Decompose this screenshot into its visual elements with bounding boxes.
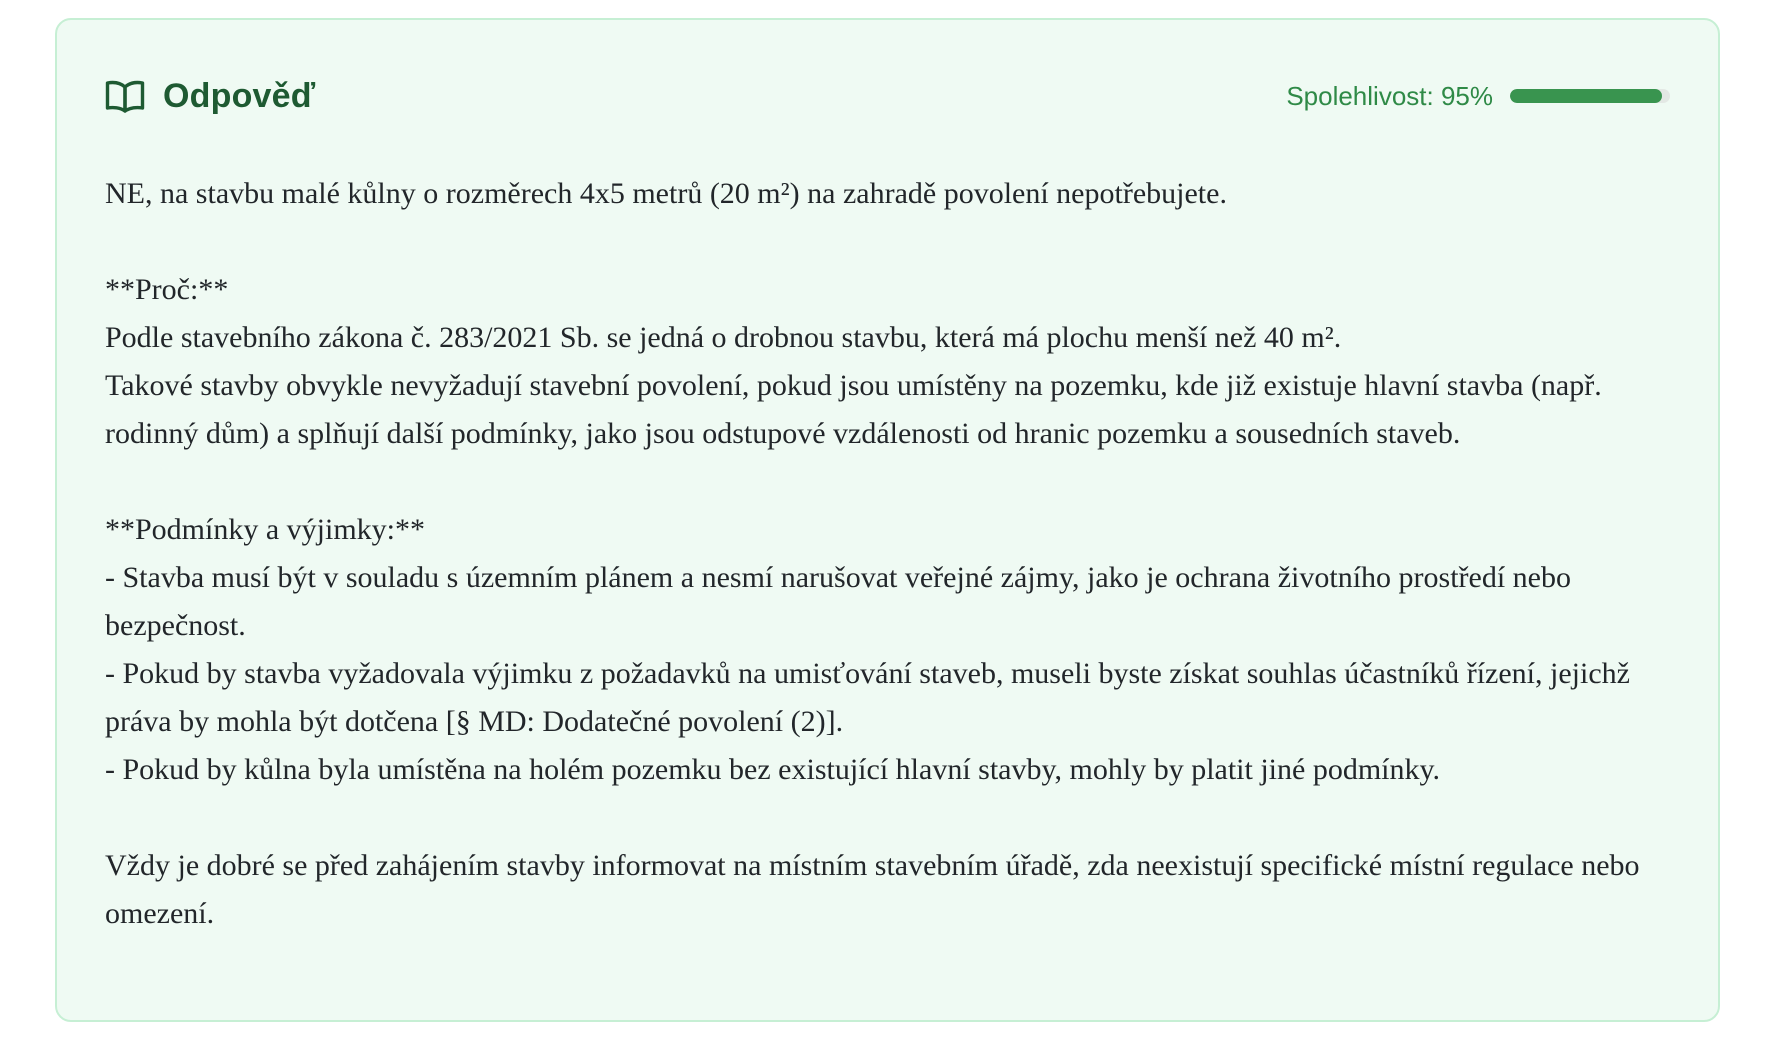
answer-title-group (105, 77, 315, 116)
book-open-icon (105, 78, 145, 114)
confidence-bar-fill (1510, 89, 1662, 103)
confidence-indicator (1286, 81, 1670, 112)
answer-title: Odpověď (163, 76, 316, 115)
answer-text: NE, na stavbu malé kůlny o rozměrech 4x5 metrů (20 m²) na zahradě povolení nepotřebujete. **Proč:** Podle stavebního zákona č. 283/2021 Sb. se jedná o drobnou stavbu, která má plochu menší než 40 m². Takové stavby obvykle nevyžadují stavební povolení, pokud jsou umístěny na pozemku, kde již existuje hlavní stavba (např. rodinný dům) a splňují další podmínky, jako jsou odstupové vzdálenosti od hranic pozemku a sousedních staveb. **Podmínky a výjimky:** - Stavba musí být v souladu s územním plánem a nesmí narušovat veřejné zájmy, jako je ochrana životního prostředí nebo bezpečnost. - Pokud by stavba vyžadovala výjimku z požadavků na umisťování staveb, museli byste získat souhlas účastníků řízení, jejichž práva by mohla být dotčena [§ MD: Dodatečné povolení (2)]. - Pokud by kůlna byla umístěna na holém pozemku bez existující hlavní stavby, mohly by platit jiné podmínky. Vždy je dobré se před zahájením stavby informovat na místním stavebním úřadě, zda neexistují specifické místní regulace nebo omezení. (105, 177, 1640, 930)
answer-card (55, 18, 1720, 1022)
confidence-bar (1510, 89, 1670, 103)
confidence-label: Spolehlivost: 95% (1286, 80, 1493, 111)
answer-header (105, 72, 1670, 120)
